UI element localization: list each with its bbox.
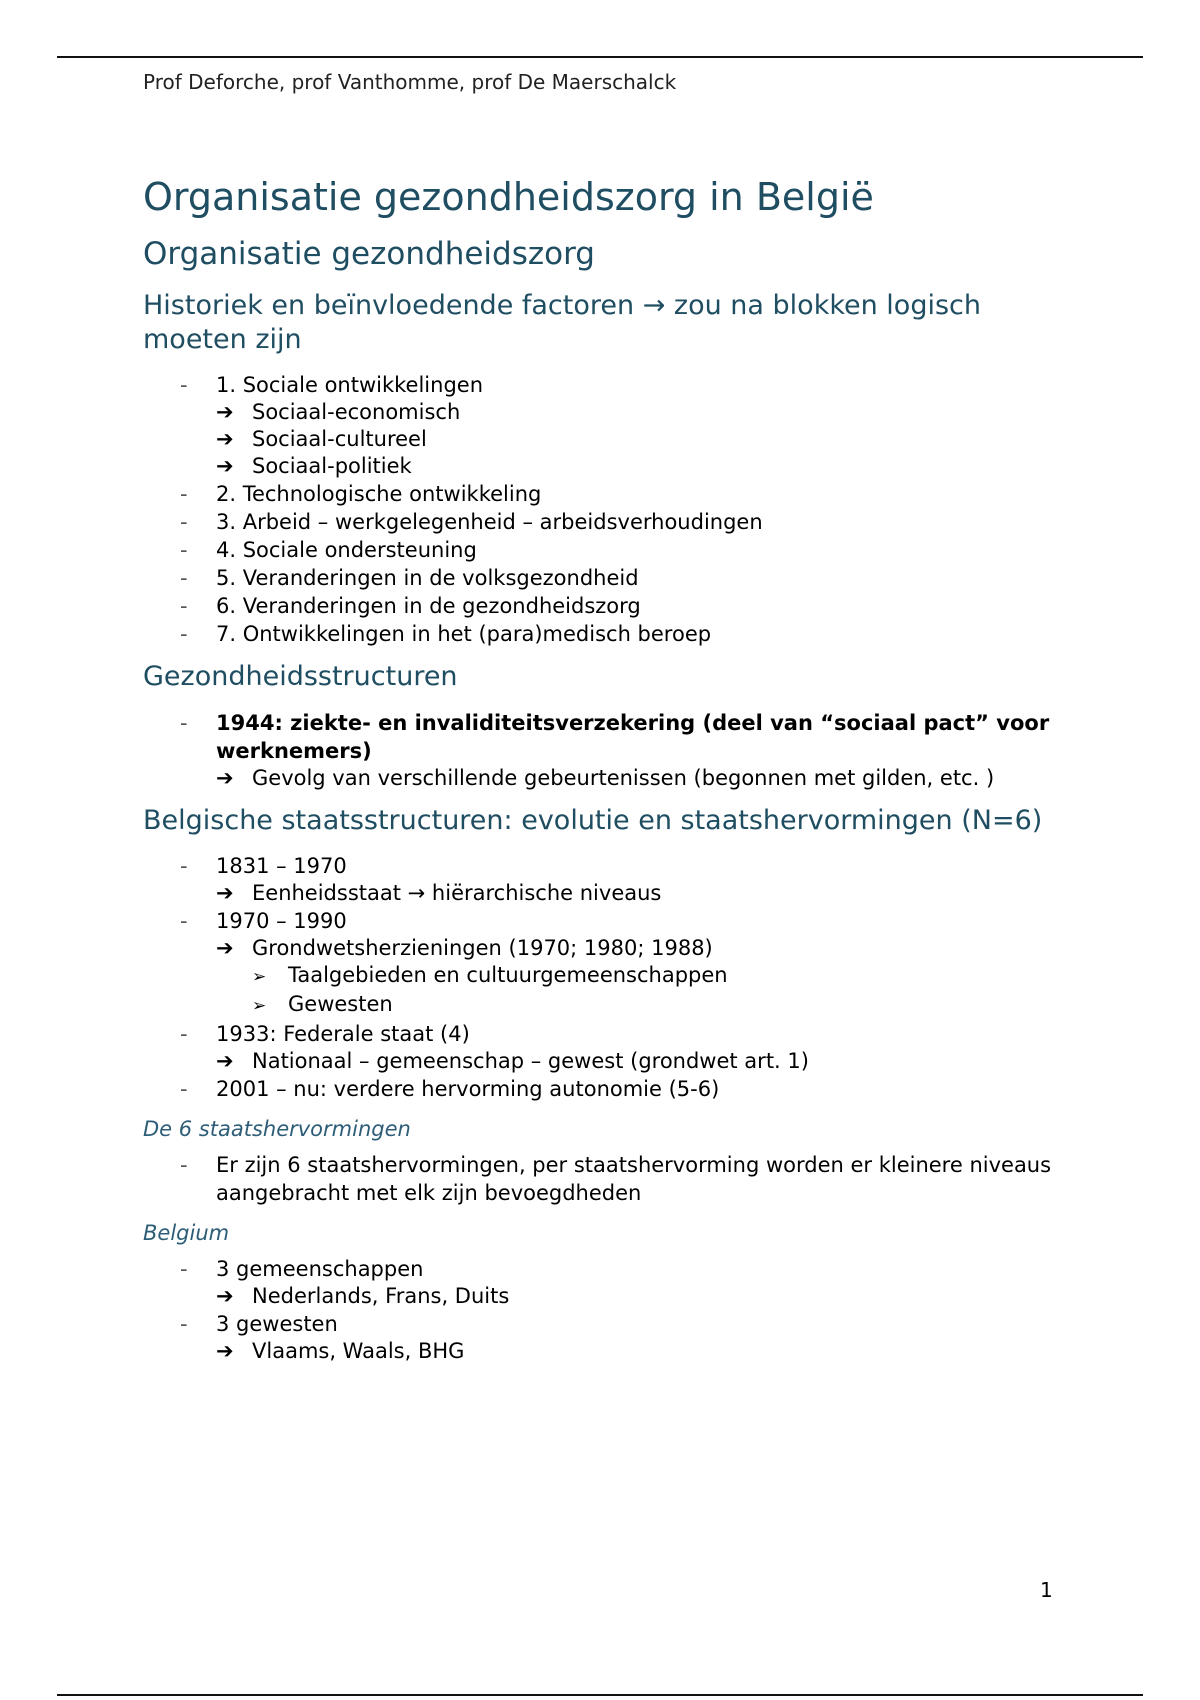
list-item: - 3 gewesten ➔ Vlaams, Waals, BHG (143, 1310, 1063, 1365)
historiek-list (143, 371, 1063, 648)
staat-list (143, 852, 1063, 1103)
sub-item: ➔ Nederlands, Frans, Duits (216, 1284, 510, 1308)
footer-rule (57, 1694, 1143, 1696)
arrow-icon: ➔ (216, 765, 234, 790)
document-body (143, 176, 1063, 1377)
list-item: - 3 gemeenschappen ➔ Nederlands, Frans, Duits (143, 1255, 1063, 1310)
arrow-icon: ➔ (216, 881, 234, 905)
sub-sub-item: ➢ Taalgebieden en cultuurgemeenschappen (252, 962, 1063, 991)
sub-sub-item: ➢ Gewesten (252, 991, 1063, 1020)
belgium-heading: Belgium (143, 1221, 230, 1245)
list-item: - 2001 – nu: verdere hervorming autonomie (5-6) (143, 1075, 1063, 1103)
sub-item: ➔ Nationaal – gemeenschap – gewest (grondwet art. 1) (216, 1049, 809, 1073)
triangle-bullet-icon: ➢ (252, 967, 267, 987)
zes-list (143, 1151, 1063, 1207)
arrow-icon: ➔ (216, 454, 234, 479)
list-item: - 7. Ontwikkelingen in het (para)medisch beroep (143, 620, 1063, 648)
list-item: - 2. Technologische ontwikkeling (143, 480, 1063, 508)
sub-item: ➔ Sociaal-politiek (216, 454, 412, 479)
historiek-heading: Historiek en beïnvloedende factoren → zou na blokken logisch moeten zijn (143, 289, 981, 356)
belgium-list (143, 1255, 1063, 1365)
list-item: - 6. Veranderingen in de gezondheidszorg (143, 592, 1063, 620)
document-title: Organisatie gezondheidszorg in België (143, 175, 874, 219)
sub-item: ➔ Grondwetsherzieningen (1970; 1980; 1988) (216, 936, 713, 960)
arrow-icon: ➔ (216, 1284, 234, 1308)
page-number: 1 (1040, 1578, 1053, 1602)
list-item: - 1831 – 1970 ➔ Eenheidsstaat → hiërarchische niveaus (143, 852, 1063, 907)
arrow-icon: ➔ (216, 427, 234, 452)
arrow-icon: ➔ (216, 400, 234, 425)
sub-item: ➔ Vlaams, Waals, BHG (216, 1339, 465, 1363)
sub-item: ➔ Gevolg van verschillende gebeurtenissen (begonnen met gilden, etc. ) (216, 765, 995, 790)
sub-item: ➔ Sociaal-cultureel (216, 427, 427, 452)
list-item: - 1. Sociale ontwikkelingen ➔ Sociaal-economisch ➔ Sociaal-cultureel ➔ Sociaal-politiek (143, 371, 1063, 480)
list-item: - 4. Sociale ondersteuning (143, 536, 1063, 564)
header-authors: Prof Deforche, prof Vanthomme, prof De Maerschalck (143, 70, 677, 94)
list-item: - 5. Veranderingen in de volksgezondheid (143, 564, 1063, 592)
list-item: - Er zijn 6 staatshervormingen, per staatshervorming worden er kleinere niveaus aangebracht met elk zijn bevoegdheden (143, 1151, 1063, 1207)
list-item: - 3. Arbeid – werkgelegenheid – arbeidsverhoudingen (143, 508, 1063, 536)
header-rule (57, 56, 1143, 58)
zes-heading: De 6 staatshervormingen (143, 1117, 411, 1141)
arrow-icon: ➔ (216, 1049, 234, 1073)
sub-item: ➔ Sociaal-economisch (216, 400, 461, 425)
arrow-icon: ➔ (216, 1339, 234, 1363)
list-item: - 1944: ziekte- en invaliditeitsverzekering (deel van “sociaal pact” voor werknemers) ➔ Gevolg van verschillende gebeurtenissen (begonnen met gilden, etc. ) (143, 709, 1063, 792)
structuren-list (143, 709, 1063, 792)
list-item: - 1933: Federale staat (4) ➔ Nationaal – gemeenschap – gewest (grondwet art. 1) (143, 1020, 1063, 1075)
list-item: - 1970 – 1990 ➔ Grondwetsherzieningen (1970; 1980; 1988) ➢ Taalgebieden en cultuurgemeenschappen ➢ Gewesten (143, 907, 1063, 1020)
structuren-heading: Gezondheidsstructuren (143, 661, 458, 693)
section-title: Organisatie gezondheidszorg (143, 235, 595, 272)
sub-item: ➔ Eenheidsstaat → hiërarchische niveaus (216, 881, 662, 905)
arrow-icon: ➔ (216, 936, 234, 960)
staat-heading: Belgische staatsstructuren: evolutie en staatshervormingen (N=6) (143, 804, 1043, 836)
triangle-bullet-icon: ➢ (252, 996, 267, 1016)
